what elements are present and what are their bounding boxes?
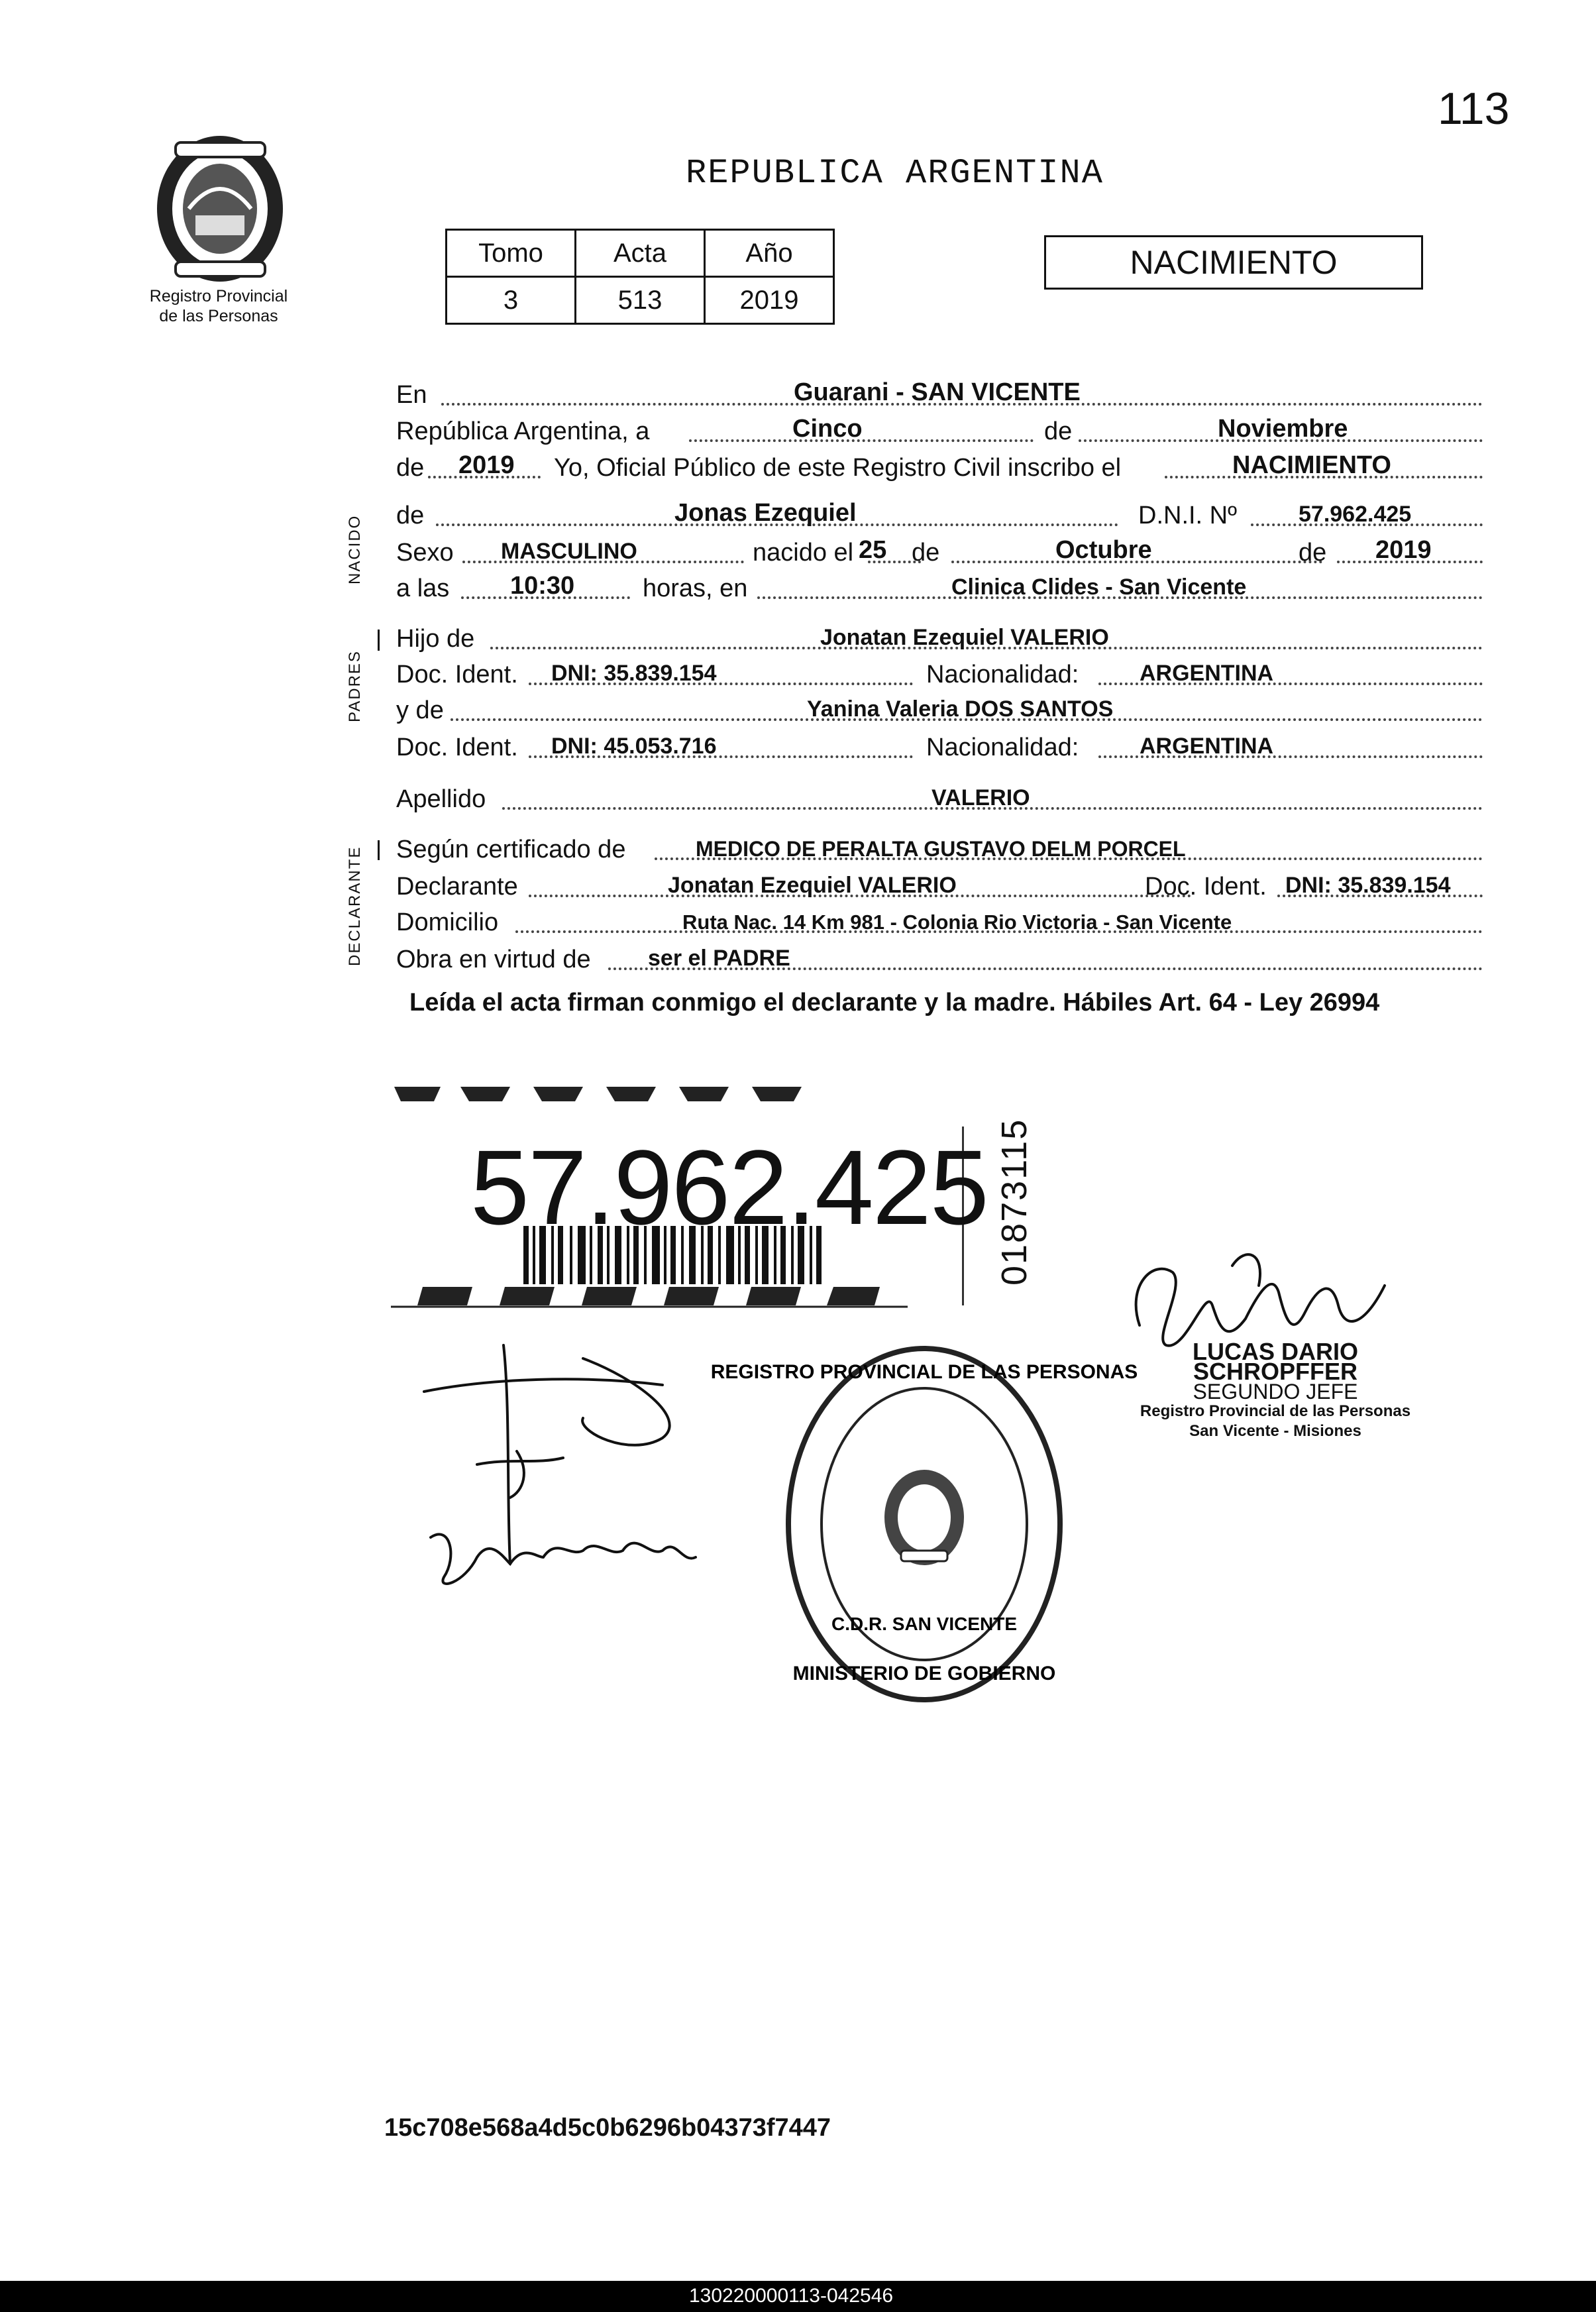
official-place: San Vicente - Misiones [1189, 1422, 1361, 1440]
nacido-anio-value: 2019 [1375, 536, 1432, 564]
padre-nac-label: Nacionalidad: [926, 661, 1079, 688]
tomo-header: Tomo [447, 230, 576, 277]
form-line-hora [396, 571, 1483, 604]
document-hash: 15c708e568a4d5c0b6296b04373f7447 [384, 2114, 831, 2142]
reference-value-row [447, 277, 834, 324]
form-line-certificado [396, 832, 1483, 865]
registry-seal-stamp [710, 1339, 1138, 1710]
anio-value: 2019 [705, 277, 834, 324]
form-line-sexo [396, 535, 1483, 569]
reference-header-row [447, 230, 834, 277]
sexo-value: MASCULINO [501, 539, 637, 564]
leida-statement: Leída el acta firman conmigo el declarante y la madre. Hábiles Art. 64 - Ley 26994 [409, 989, 1380, 1017]
nacido-label: nacido el [753, 539, 854, 567]
side-label-nacido: NACIDO [346, 514, 364, 584]
apellido-value: VALERIO [931, 785, 1030, 810]
side-label-declarante: DECLARANTE [346, 846, 364, 966]
horas-label: horas, en [643, 575, 748, 602]
anio-header: Año [705, 230, 834, 277]
hora-value: 10:30 [510, 572, 575, 600]
declarante-label: Declarante [396, 873, 518, 901]
declarante-doc-label: Doc. Ident. [1145, 873, 1267, 901]
tomo-value: 3 [447, 277, 576, 324]
nombre-label: de [396, 502, 425, 529]
official-name-stamp [1123, 1338, 1428, 1441]
anio-label: de [396, 454, 425, 482]
hora-label: a las [396, 575, 450, 602]
dni-value: 57.962.425 [1299, 502, 1412, 527]
nacido-de-label-2: de [1299, 539, 1327, 567]
handwritten-signatures [411, 1339, 755, 1617]
nacido-dia-value: 25 [859, 536, 887, 564]
padre-nac-value: ARGENTINA [1140, 661, 1274, 686]
declarante-value: Jonatan Ezequiel VALERIO [668, 873, 957, 898]
form-line-apellido [396, 782, 1483, 815]
sticker-dni-number: 57.962.425 [470, 1128, 988, 1246]
seal-outer-text: REGISTRO PROVINCIAL DE LAS PERSONAS [710, 1361, 1138, 1383]
madre-doc-value: DNI: 45.053.716 [551, 734, 717, 759]
nacido-mes-value: Octubre [1055, 536, 1152, 564]
obra-label: Obra en virtud de [396, 946, 591, 973]
republica-label: República Argentina, a [396, 417, 650, 445]
nombre-value: Jonas Ezequiel [674, 499, 857, 527]
acta-header: Acta [576, 230, 705, 277]
logo-caption-line-2: de las Personas [159, 307, 278, 325]
side-label-padres: PADRES [346, 650, 364, 722]
record-reference-table [445, 229, 835, 325]
certificado-value: MEDICO DE PERALTA GUSTAVO DELM PORCEL [696, 837, 1186, 861]
form-line-en [396, 378, 1483, 411]
record-type-box: NACIMIENTO [1044, 235, 1423, 290]
footer-bar [0, 2281, 1596, 2312]
sticker-serial-number: 01873115 [994, 1118, 1034, 1286]
dia-value: Cinco [792, 415, 863, 443]
footer-code: 130220000113-042546 [689, 2285, 894, 2307]
madre-nac-value: ARGENTINA [1140, 734, 1274, 759]
form-line-madre [396, 693, 1483, 726]
nacido-de-label-1: de [912, 539, 940, 567]
form-line-madre-doc [396, 730, 1483, 763]
form-line-domicilio [396, 905, 1483, 938]
en-value: Guarani - SAN VICENTE [794, 378, 1081, 406]
anio-inscripcion-value: 2019 [458, 451, 515, 479]
apellido-label: Apellido [396, 785, 486, 813]
oficial-text: Yo, Oficial Público de este Registro Civil inscribo el [554, 454, 1122, 482]
certificado-label: Según certificado de [396, 836, 626, 863]
padre-doc-label: Doc. Ident. [396, 661, 518, 688]
form-line-padre [396, 622, 1483, 655]
inscribo-value: NACIMIENTO [1232, 451, 1391, 479]
obra-value: ser el PADRE [648, 946, 790, 971]
document-title: REPUBLICA ARGENTINA [686, 154, 1104, 193]
en-label: En [396, 381, 427, 409]
domicilio-label: Domicilio [396, 908, 499, 936]
madre-nac-label: Nacionalidad: [926, 734, 1079, 761]
mes-value: Noviembre [1218, 415, 1348, 443]
sexo-label: Sexo [396, 539, 454, 567]
seal-bottom-text: MINISTERIO DE GOBIERNO [792, 1663, 1056, 1684]
side-divider [378, 840, 380, 860]
side-divider [378, 630, 380, 651]
madre-value: Yanina Valeria DOS SANTOS [807, 696, 1114, 722]
de-label: de [1044, 417, 1073, 445]
logo-caption [119, 286, 318, 326]
domicilio-value: Ruta Nac. 14 Km 981 - Colonia Rio Victoria - San Vicente [682, 910, 1232, 934]
form-line-obra [396, 942, 1483, 975]
acta-value: 513 [576, 277, 705, 324]
madre-label: y de [396, 696, 444, 724]
padre-label: Hijo de [396, 625, 475, 653]
padre-value: Jonatan Ezequiel VALERIO [820, 625, 1109, 650]
official-role: SEGUNDO JEFE [1193, 1380, 1358, 1404]
form-line-declarante [396, 869, 1483, 903]
logo-caption-line-1: Registro Provincial [149, 287, 288, 305]
form-line-oficial [396, 451, 1483, 484]
madre-doc-label: Doc. Ident. [396, 734, 518, 761]
official-office: Registro Provincial de las Personas [1140, 1402, 1411, 1420]
form-line-padre-doc [396, 657, 1483, 690]
declarante-doc-value: DNI: 35.839.154 [1285, 873, 1451, 898]
form-line-fecha [396, 414, 1483, 447]
form-line-nombre [396, 498, 1483, 531]
dni-label: D.N.I. Nº [1138, 502, 1237, 529]
province-coat-of-arms-logo [149, 129, 292, 295]
seal-inner-text: C.D.R. SAN VICENTE [831, 1614, 1018, 1634]
lugar-value: Clinica Clides - San Vicente [951, 575, 1247, 600]
padre-doc-value: DNI: 35.839.154 [551, 661, 717, 686]
official-name: LUCAS DARIO SCHROPFFER [1193, 1338, 1358, 1385]
page-number: 113 [1438, 83, 1510, 134]
